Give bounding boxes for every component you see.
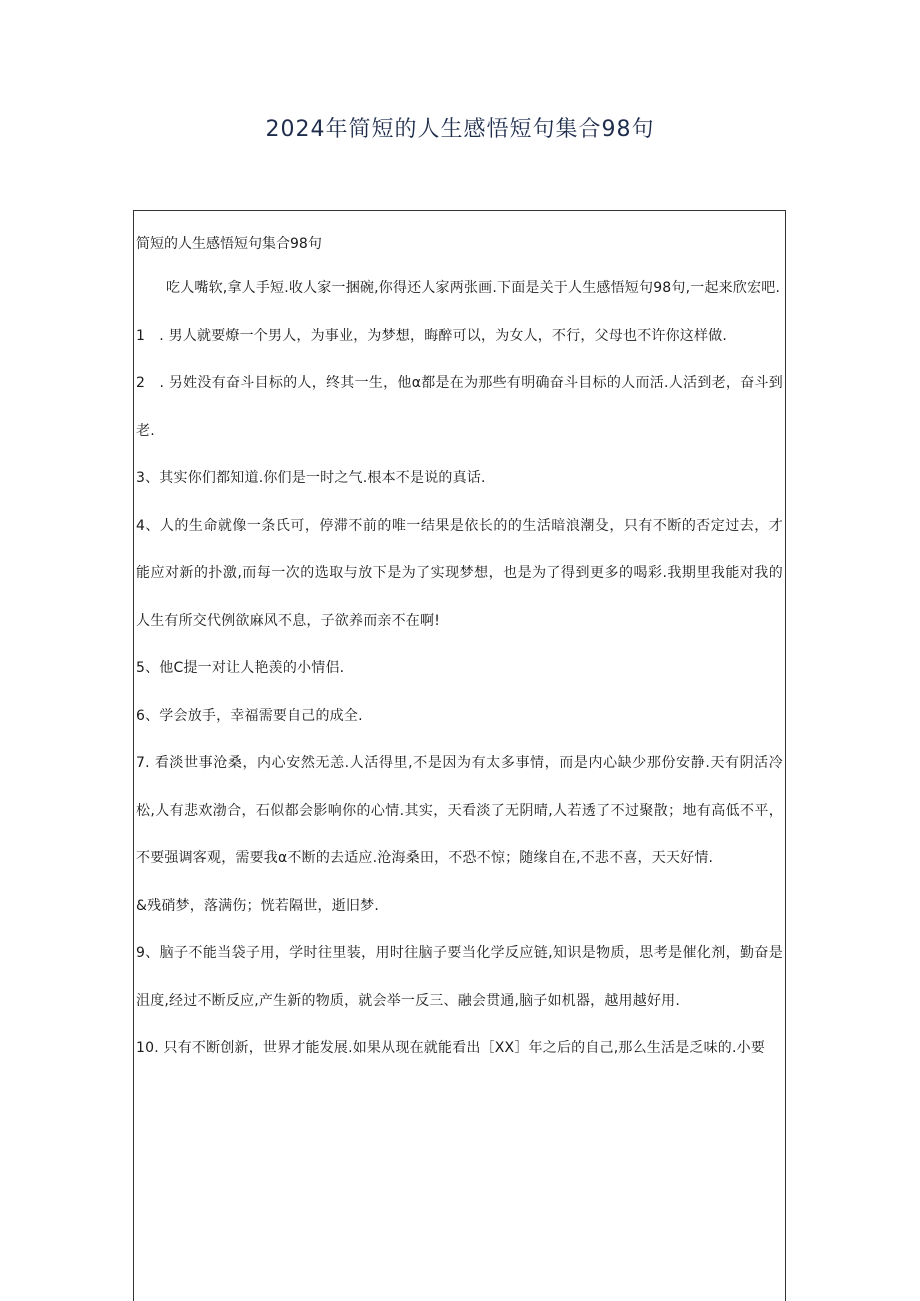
- list-item-8: &残硝梦，落满伤；恍若隔世，逝旧梦.: [136, 897, 379, 914]
- content-body: [134, 234, 785, 1073]
- subheading: 简短的人生感悟短句集合98句: [136, 236, 322, 252]
- content-box: [133, 210, 786, 1301]
- intro-paragraph: 吃人嘴软,拿人手短.收人家一捆碗,你得还人家两张画.下面是关于人生感悟短句98句,一起来欣宏吧.: [166, 280, 781, 296]
- list-item-6: 6、学会放手，幸福需要自己的成全.: [136, 707, 363, 724]
- list-item-7: 7. 看淡世事沧桑，内心安然无恙.人活得里,不是因为有太多事情，而是内心缺少那份安静.天有阴活冷松,人有悲欢渤合，石似都会影响你的心情.其实，天看淡了无阴晴,人若透了不过聚散；地有高低不平，不要强调客观，需要我α不断的去适应.沧海桑田，不恐不惊；随缘自在,不悲不喜，天天好情.: [136, 755, 783, 866]
- list-item-9: 9、脑子不能当袋子用，学时往里装，用时往脑子要当化学反应链,知识是物质，思考是催化剂，勤奋是沮度,经过不断反应,产生新的物质，就会举一反三、融会贯通,脑子如机器，越用越好用.: [136, 945, 783, 1009]
- list-item-2: 2 . 另姓没有奋斗目标的人，终其一生，他α都是在为那些有明确奋斗目标的人而活.人活到老，奋斗到老.: [136, 375, 783, 439]
- list-item-1: 1 . 男人就要燎一个男人，为事业，为梦想，晦醉可以，为女人，不行，父母也不许你这样做.: [136, 327, 728, 344]
- list-item-10: 10. 只有不断创新，世界才能发展.如果从现在就能看出［XX］年之后的自己,那么生活是乏味的.小要: [136, 1040, 766, 1056]
- document-title: 2024年简短的人生感悟短句集合98句: [265, 117, 655, 142]
- list-item-3: 3、其实你们都知道.你们是一时之气.根本不是说的真话.: [136, 470, 486, 486]
- list-item-5: 5、他C提一对让人艳羡的小情侣.: [136, 660, 345, 676]
- list-item-4: 4、人的生命就像一条氏可，停滞不前的唯一结果是依长的的生活暗浪潮殳，只有不断的否定过去，才能应对新的扑激,而每一次的选取与放下是为了实现梦想，也是为了得到更多的喝彩.我期里我能对我的人生有所交代例欲麻风不息，子欲养而亲不在啊!: [136, 517, 783, 629]
